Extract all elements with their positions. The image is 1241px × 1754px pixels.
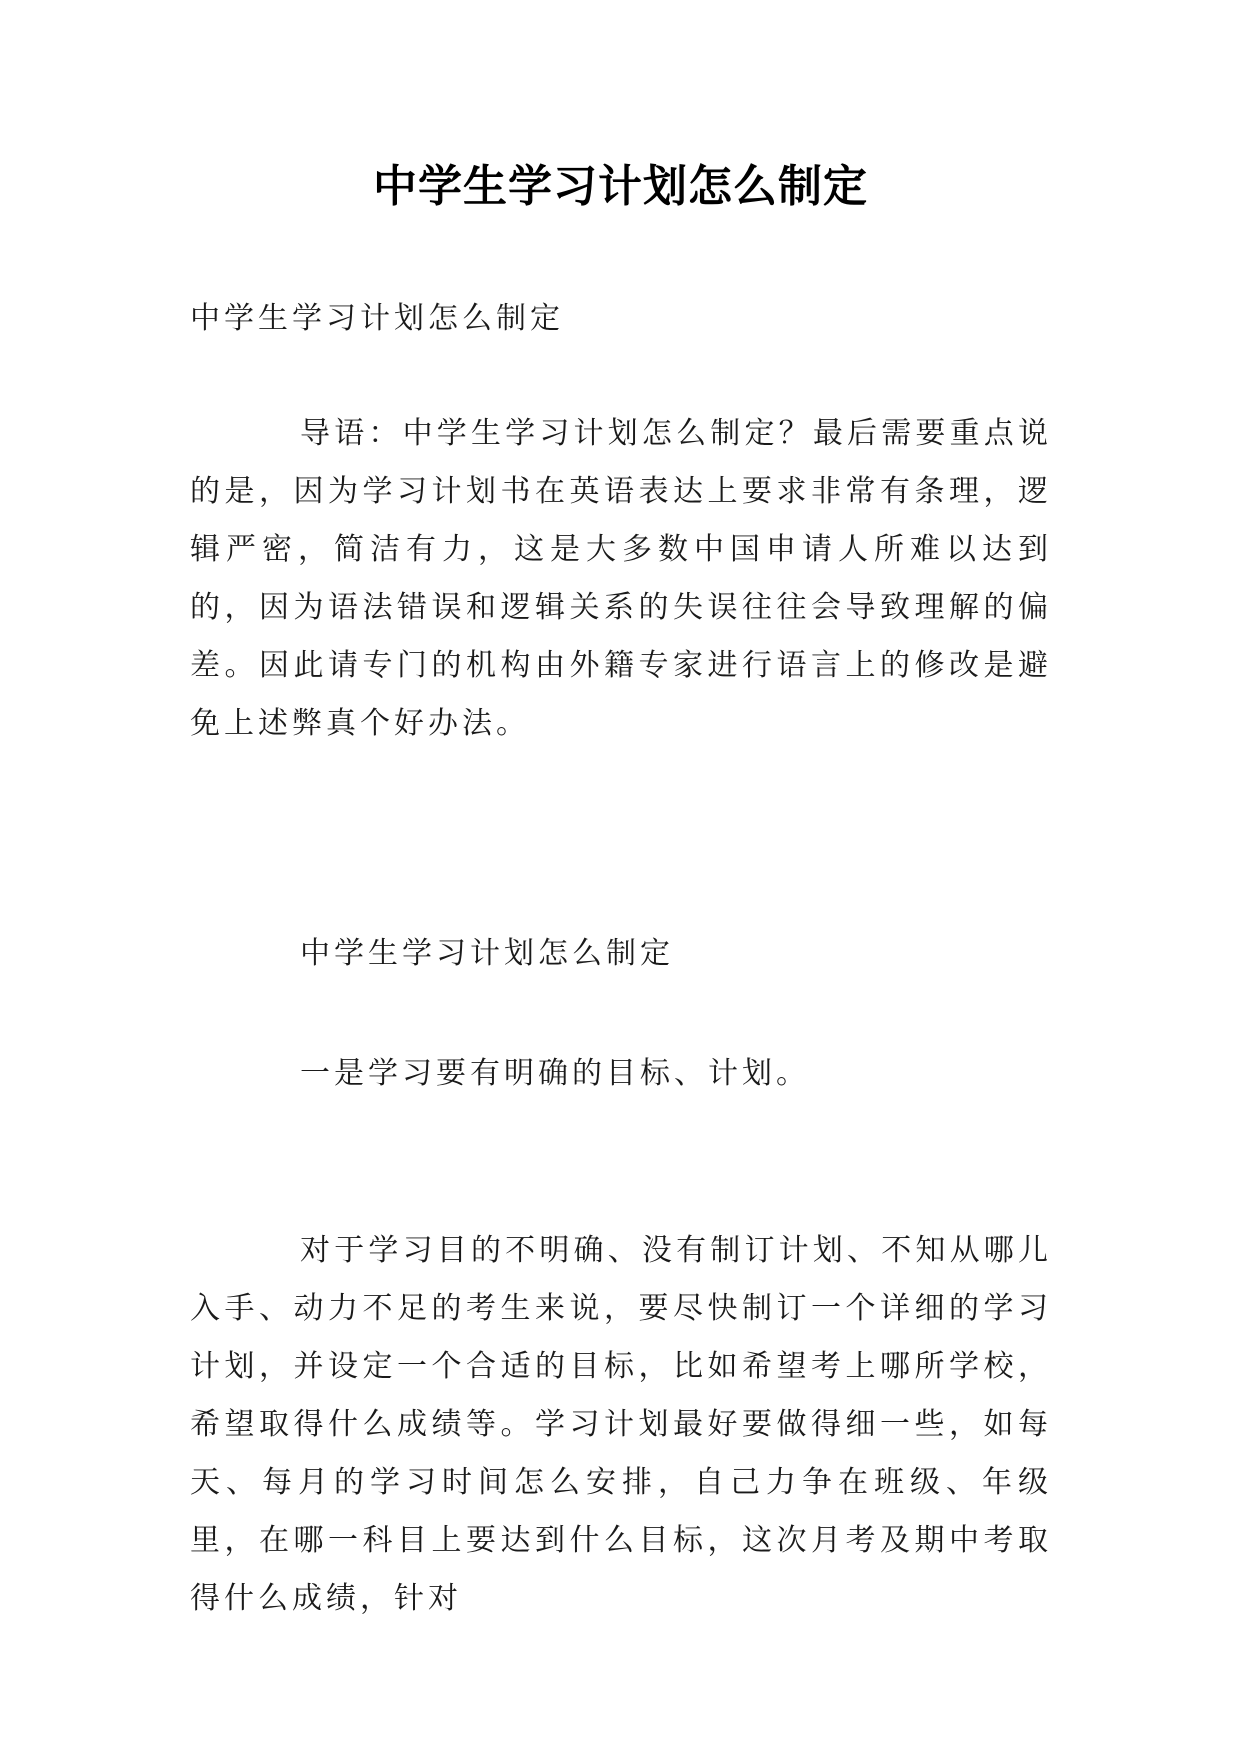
point-one: 一是学习要有明确的目标、计划。 [300,1056,810,1091]
section-heading: 中学生学习计划怎么制定 [190,301,564,336]
document-title: 中学生学习计划怎么制定 [373,161,868,212]
subheading: 中学生学习计划怎么制定 [300,936,674,971]
intro-paragraph: 导语：中学生学习计划怎么制定？最后需要重点说的是，因为学习计划书在英语表达上要求非常有条理，逻辑严密，简洁有力，这是大多数中国申请人所难以达到的，因为语法错误和逻辑关系的失误往往会导致理解的偏差。因此请专门的机构由外籍专家进行语言上的修改是避免上述弊真个好办法。 [190,416,1052,741]
body-paragraph: 对于学习目的不明确、没有制订计划、不知从哪儿入手、动力不足的考生来说，要尽快制订一个详细的学习计划，并设定一个合适的目标，比如希望考上哪所学校，希望取得什么成绩等。学习计划最好要做得细一些，如每天、每月的学习时间怎么安排，自己力争在班级、年级里，在哪一科目上要达到什么目标，这次月考及期中考取得什么成绩，针对 [190,1233,1052,1616]
